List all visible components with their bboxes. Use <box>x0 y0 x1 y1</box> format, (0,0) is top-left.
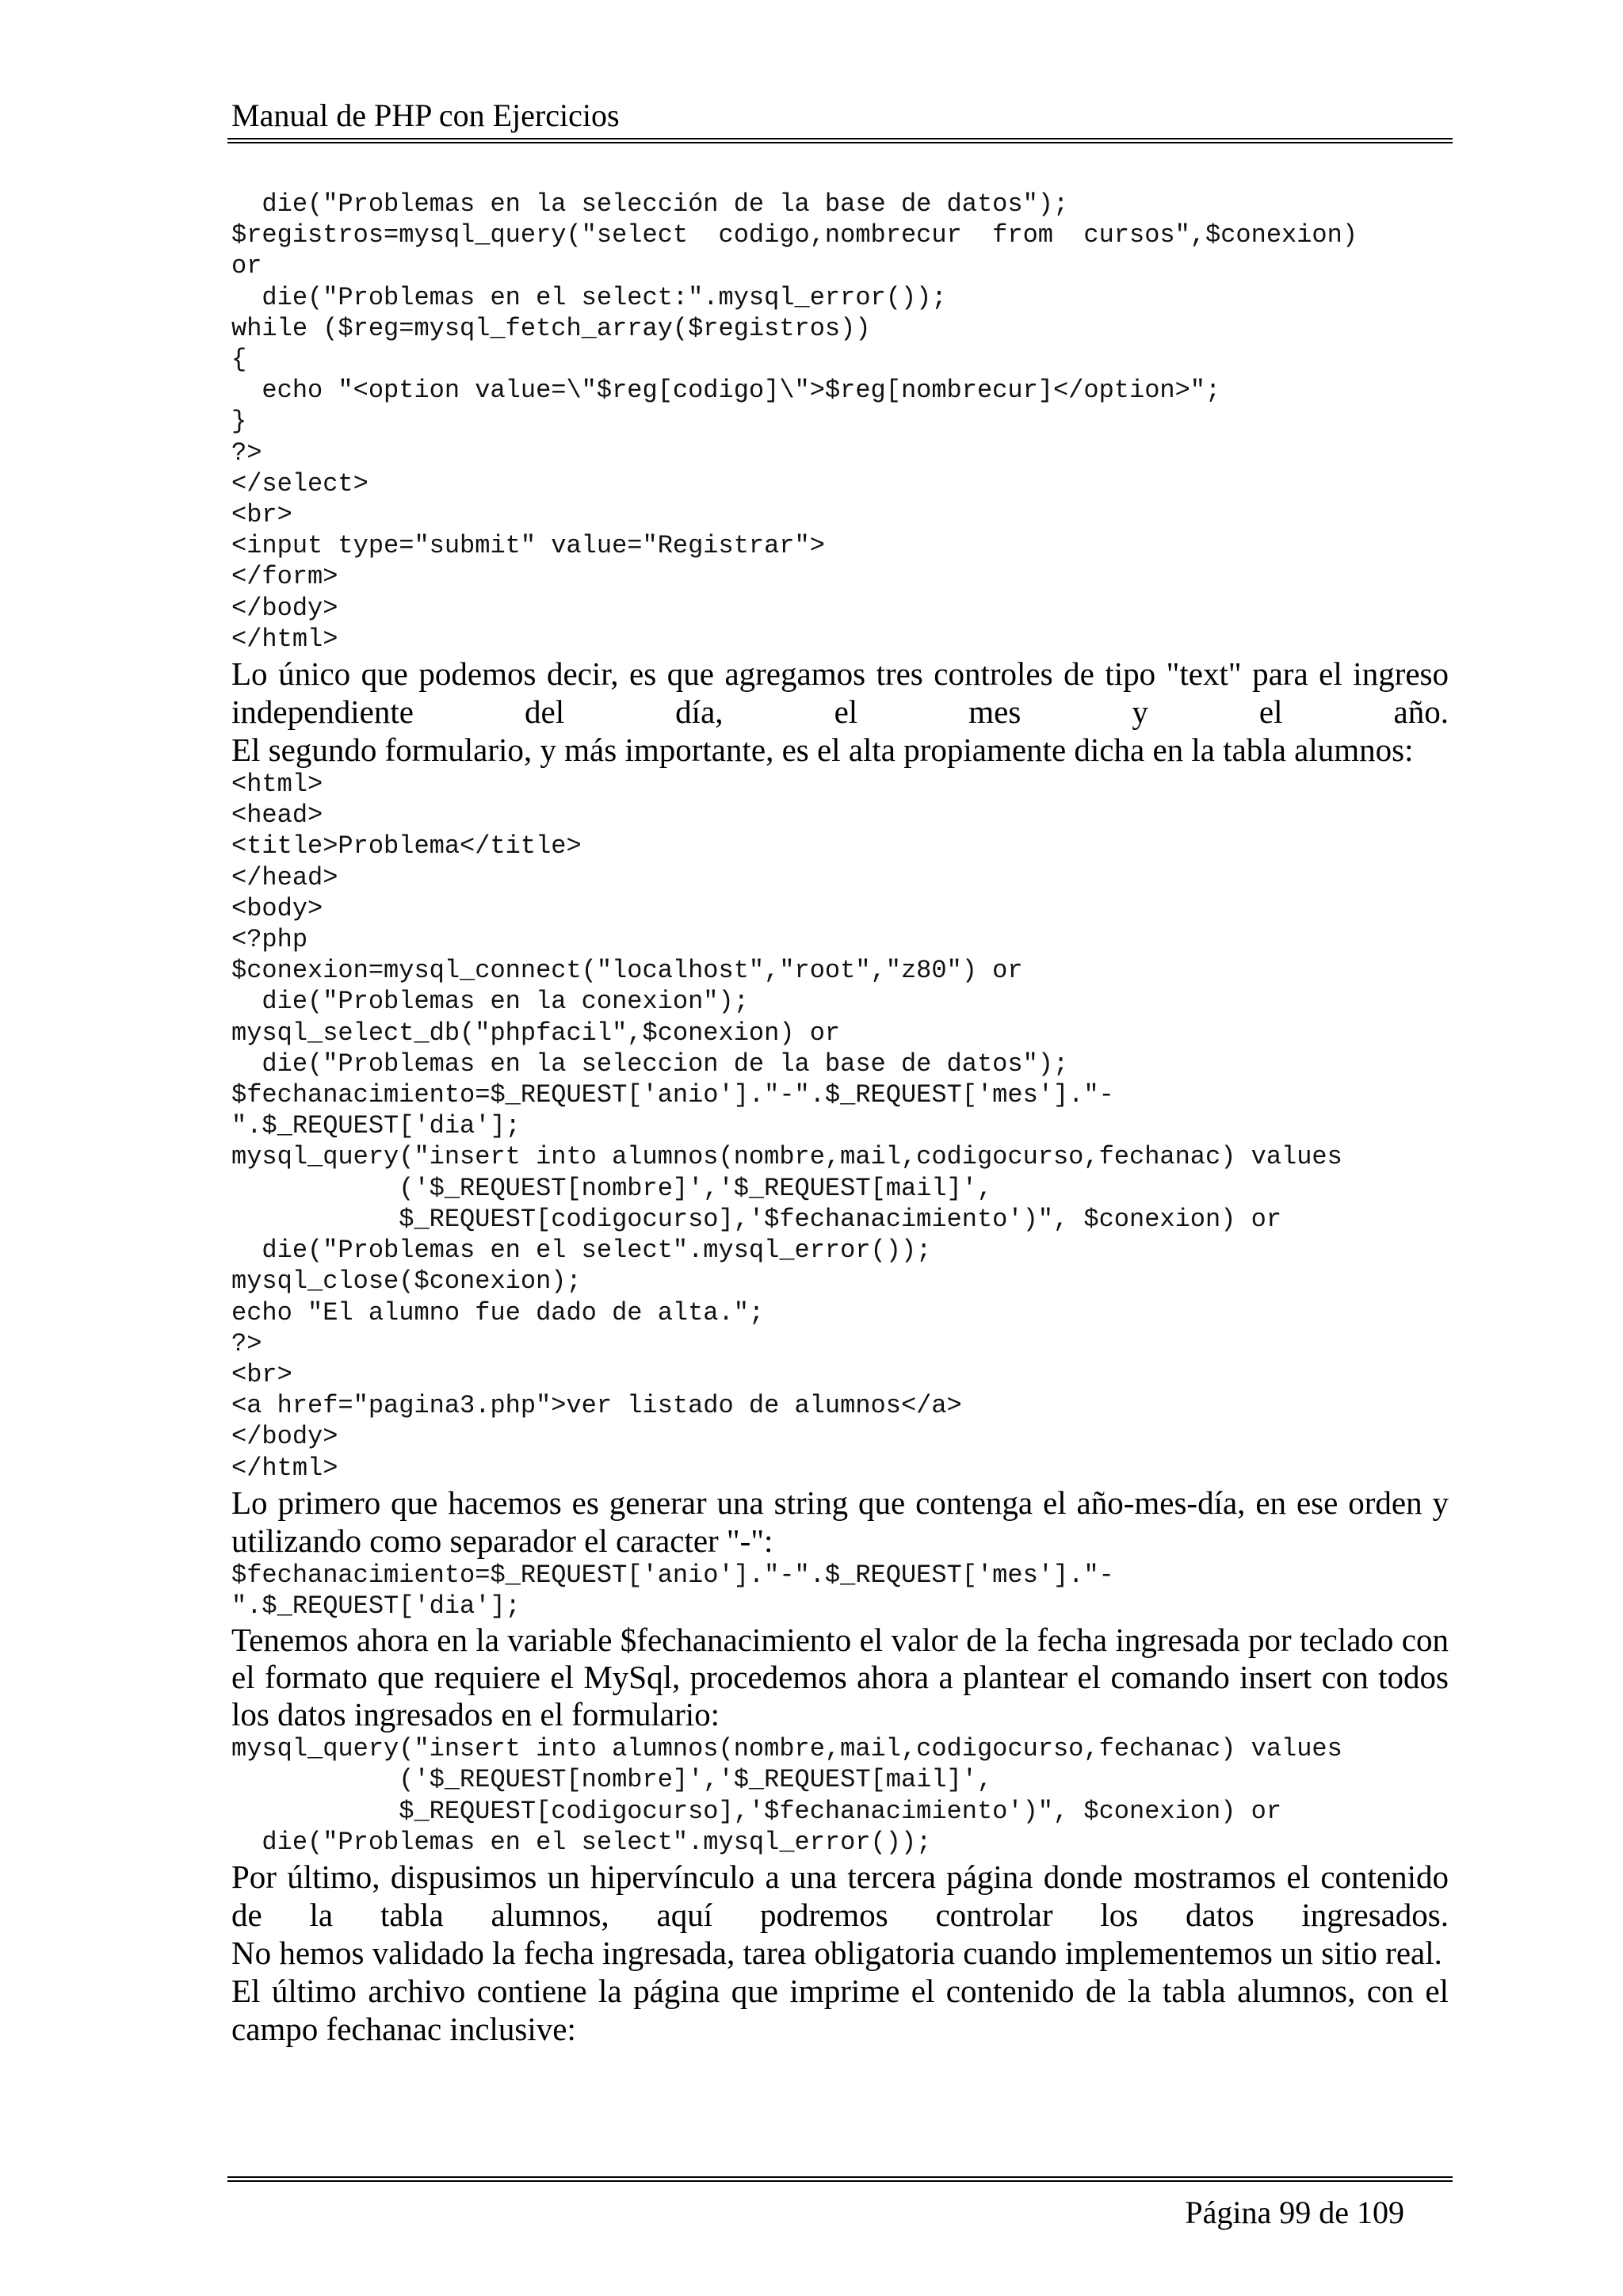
code-block-alta-alumnos: <html> <head> <title>Problema</title> </head> <body> <?php $conexion=mysql_connect("localhost","root","z80") or die("Problemas en la conexion"); mysql_select_db("phpfacil",$conexion) or die("Problemas en la seleccion de la base de datos"); $fechanacimiento=$_REQUEST['anio']."-".$_REQUEST['mes']."- ".$_REQUEST['dia']; mysql_query("insert into alumnos(nombre,mail,codigocurso,fechanac) values ('$_REQUEST[nombre]','$_REQUEST[mail]', $_REQUEST[codigocurso],'$fechanacimiento')", $conexion) or die("Problemas en el select".mysql_error()); mysql_close($conexion); echo "El alumno fue dado de alta."; ?> <br> <a href="pagina3.php">ver listado de alumnos</a> </body> </html> <box>231 770 1342 1483</box>
paragraph-text-controls: Lo único que podemos decir, es que agregamos tres controles de tipo "text" para el ingreso independiente del día, el mes y el año. <box>231 655 1449 731</box>
code-block-select-cursos: die("Problemas en la selección de la base de datos"); $registros=mysql_query("select codigo,nombrecur from cursos",$conexion) or die("Problemas en el select:".mysql_error()); while ($reg=mysql_fetch_array($registros)) { echo "<option value=\"$reg[codigo]\">$reg[nombrecur]</option>"; } ?> </select> <br> <input type="submit" value="Registrar"> </form> </body> </html> <box>231 189 1358 654</box>
header-divider <box>227 138 1453 143</box>
paragraph-last-file: El último archivo contiene la página que imprime el contenido de la tabla alumnos, con el campo fechanac inclusive: <box>231 1972 1449 2047</box>
page-body <box>231 189 1449 2048</box>
code-block-fecha: $fechanacimiento=$_REQUEST['anio']."-".$_REQUEST['mes']."- ".$_REQUEST['dia']; <box>231 1560 1114 1621</box>
paragraph-insert-command: Tenemos ahora en la variable $fechanacimiento el valor de la fecha ingresada por teclado con el formato que requiere el MySql, procedemos ahora a plantear el comando insert con todos los datos ingresados en el formulario: <box>231 1622 1449 1733</box>
footer-divider <box>227 2176 1453 2182</box>
paragraph-second-form: El segundo formulario, y más importante, es el alta propiamente dicha en la tabla alumnos: <box>231 732 1414 769</box>
paragraph-hyperlink: Por último, dispusimos un hipervínculo a una tercera página donde mostramos el contenido de la tabla alumnos, aquí podremos controlar los datos ingresados. <box>231 1858 1449 1933</box>
page-header-title: Manual de PHP con Ejercicios <box>231 97 620 133</box>
paragraph-validation-note: No hemos validado la fecha ingresada, tarea obligatoria cuando implementemos un sitio real. <box>231 1934 1442 1971</box>
paragraph-date-string: Lo primero que hacemos es generar una string que contenga el año-mes-día, en ese orden y utilizando como separador el caracter "-": <box>231 1484 1449 1559</box>
page-number: Página 99 de 109 <box>1185 2195 1404 2230</box>
code-block-insert: mysql_query("insert into alumnos(nombre,mail,codigocurso,fechanac) values ('$_REQUEST[nombre]','$_REQUEST[mail]', $_REQUEST[codigocurso],'$fechanacimiento')", $conexion) or die("Problemas en el select".mysql_error()); <box>231 1734 1342 1857</box>
